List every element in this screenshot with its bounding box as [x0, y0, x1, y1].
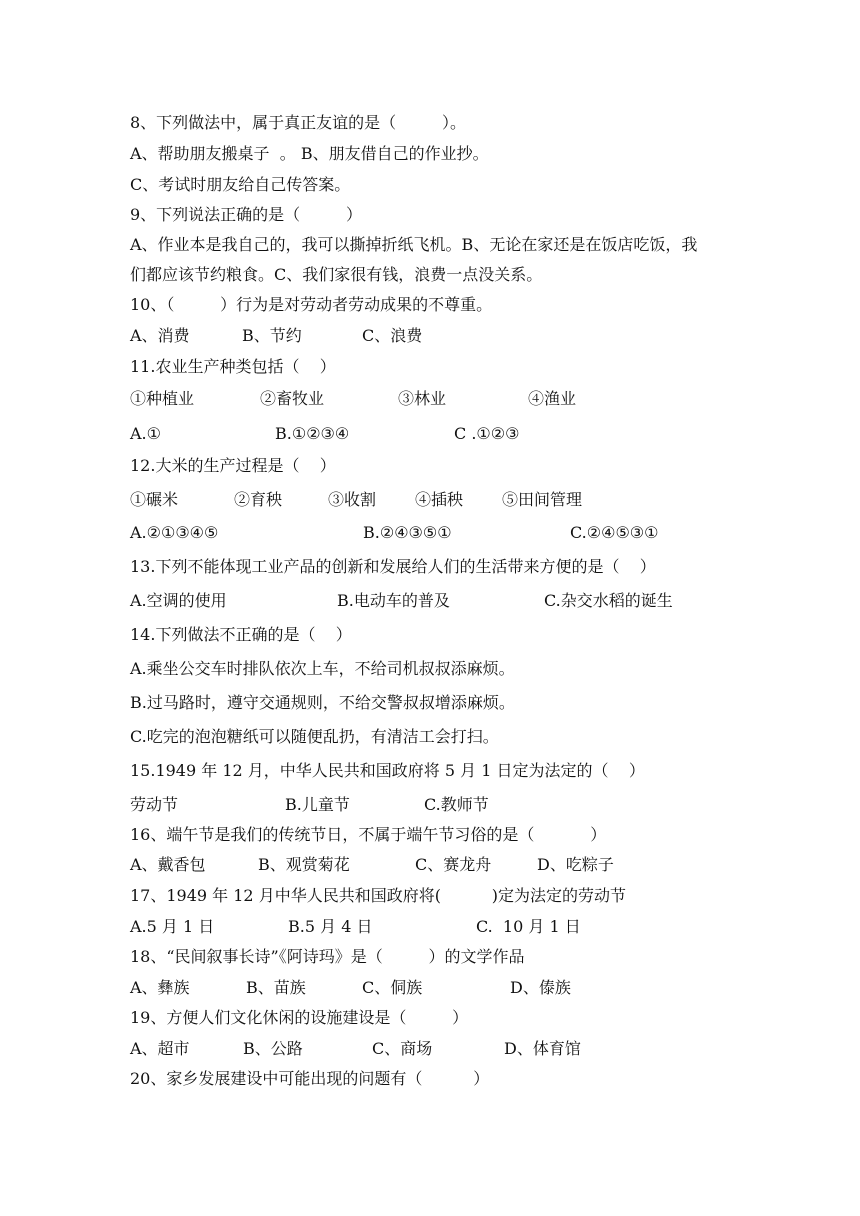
question-12-item-3: ③收割: [328, 490, 377, 509]
question-9-stem: 9、下列说法正确的是（ ）: [130, 205, 362, 224]
question-15-stem: 15.1949 年 12 月，中华人民共和国政府将 5 月 1 日定为法定的（ ）: [130, 761, 645, 780]
question-13-option-b: B.电动车的普及: [337, 591, 450, 610]
question-15-option-b: B.儿童节: [285, 795, 350, 814]
question-17-option-c: C. 10 月 1 日: [476, 917, 581, 936]
question-17-stem: 17、1949 年 12 月中华人民共和国政府将( )定为法定的劳动节: [130, 886, 627, 905]
question-10-option-b: B、节约: [242, 326, 302, 345]
question-18-option-a: A、彝族: [130, 978, 190, 997]
question-18-stem: 18、“民间叙事长诗”《阿诗玛》是（ ）的文学作品: [130, 947, 525, 966]
question-8-options-ab: A、帮助朋友搬桌子 。 B、朋友借自己的作业抄。: [130, 144, 489, 163]
question-16-option-c: C、赛龙舟: [415, 855, 492, 874]
question-20-stem: 20、家乡发展建设中可能出现的问题有（ ）: [130, 1069, 490, 1088]
question-17-option-b: B.5 月 4 日: [288, 917, 373, 936]
question-13-stem: 13.下列不能体现工业产品的创新和发展给人们的生活带来方便的是（ ）: [130, 557, 656, 576]
question-15-option-c: C.教师节: [424, 795, 489, 814]
question-11-item-1: ①种植业: [130, 389, 195, 408]
question-11-option-c: C .①②③: [454, 424, 520, 443]
question-13-option-c: C.杂交水稻的诞生: [544, 591, 673, 610]
question-19-option-d: D、体育馆: [504, 1039, 581, 1058]
question-11-stem: 11.农业生产种类包括（ ）: [130, 357, 336, 376]
question-14-option-b: B.过马路时，遵守交通规则，不给交警叔叔增添麻烦。: [130, 693, 515, 712]
question-8-stem: 8、下列做法中，属于真正友谊的是（ ）。: [130, 113, 466, 132]
question-11-option-a: A.①: [130, 424, 161, 443]
question-16-option-d: D、吃粽子: [537, 855, 614, 874]
question-13-option-a: A.空调的使用: [130, 591, 227, 610]
question-18-option-b: B、苗族: [246, 978, 306, 997]
question-16-option-a: A、戴香包: [130, 855, 206, 874]
question-19-option-c: C、商场: [372, 1039, 433, 1058]
question-10-option-c: C、浪费: [362, 326, 423, 345]
question-8-option-c: C、考试时朋友给自己传答案。: [130, 175, 351, 194]
question-12-option-c: C.②④⑤③①: [570, 523, 659, 542]
question-9-options-line-1: A、作业本是我自己的，我可以撕掉折纸飞机。B、无论在家还是在饭店吃饭，我: [130, 235, 698, 254]
question-17-option-a: A.5 月 1 日: [130, 917, 215, 936]
question-16-stem: 16、端午节是我们的传统节日，不属于端午节习俗的是（ ）: [130, 825, 607, 844]
question-16-option-b: B、观赏菊花: [258, 855, 350, 874]
question-12-stem: 12.大米的生产过程是（ ）: [130, 456, 336, 475]
question-12-item-2: ②育秧: [234, 490, 283, 509]
question-18-option-c: C、侗族: [362, 978, 423, 997]
question-18-option-d: D、傣族: [510, 978, 571, 997]
question-11-option-b: B.①②③④: [275, 424, 350, 443]
question-15-option-a: 劳动节: [130, 795, 179, 814]
question-14-stem: 14.下列做法不正确的是（ ）: [130, 625, 352, 644]
question-12-item-1: ①碾米: [130, 490, 179, 509]
question-19-option-b: B、公路: [243, 1039, 303, 1058]
question-10-stem: 10、（ ）行为是对劳动者劳动成果的不尊重。: [130, 295, 493, 314]
question-9-options-line-2: 们都应该节约粮食。C、我们家很有钱，浪费一点没关系。: [130, 265, 543, 284]
question-14-option-a: A.乘坐公交车时排队依次上车，不给司机叔叔添麻烦。: [130, 659, 515, 678]
question-10-option-a: A、消费: [130, 326, 190, 345]
question-11-item-2: ②畜牧业: [260, 389, 325, 408]
question-14-option-c: C.吃完的泡泡糖纸可以随便乱扔，有清洁工会打扫。: [130, 727, 499, 746]
question-12-option-a: A.②①③④⑤: [130, 523, 219, 542]
question-12-item-4: ④插秧: [415, 490, 464, 509]
question-12-option-b: B.②④③⑤①: [363, 523, 452, 542]
question-11-item-3: ③林业: [398, 389, 447, 408]
question-11-item-4: ④渔业: [528, 389, 577, 408]
question-19-stem: 19、方便人们文化休闲的设施建设是（ ）: [130, 1008, 469, 1027]
question-19-option-a: A、超市: [130, 1039, 190, 1058]
question-12-item-5: ⑤田间管理: [502, 490, 583, 509]
